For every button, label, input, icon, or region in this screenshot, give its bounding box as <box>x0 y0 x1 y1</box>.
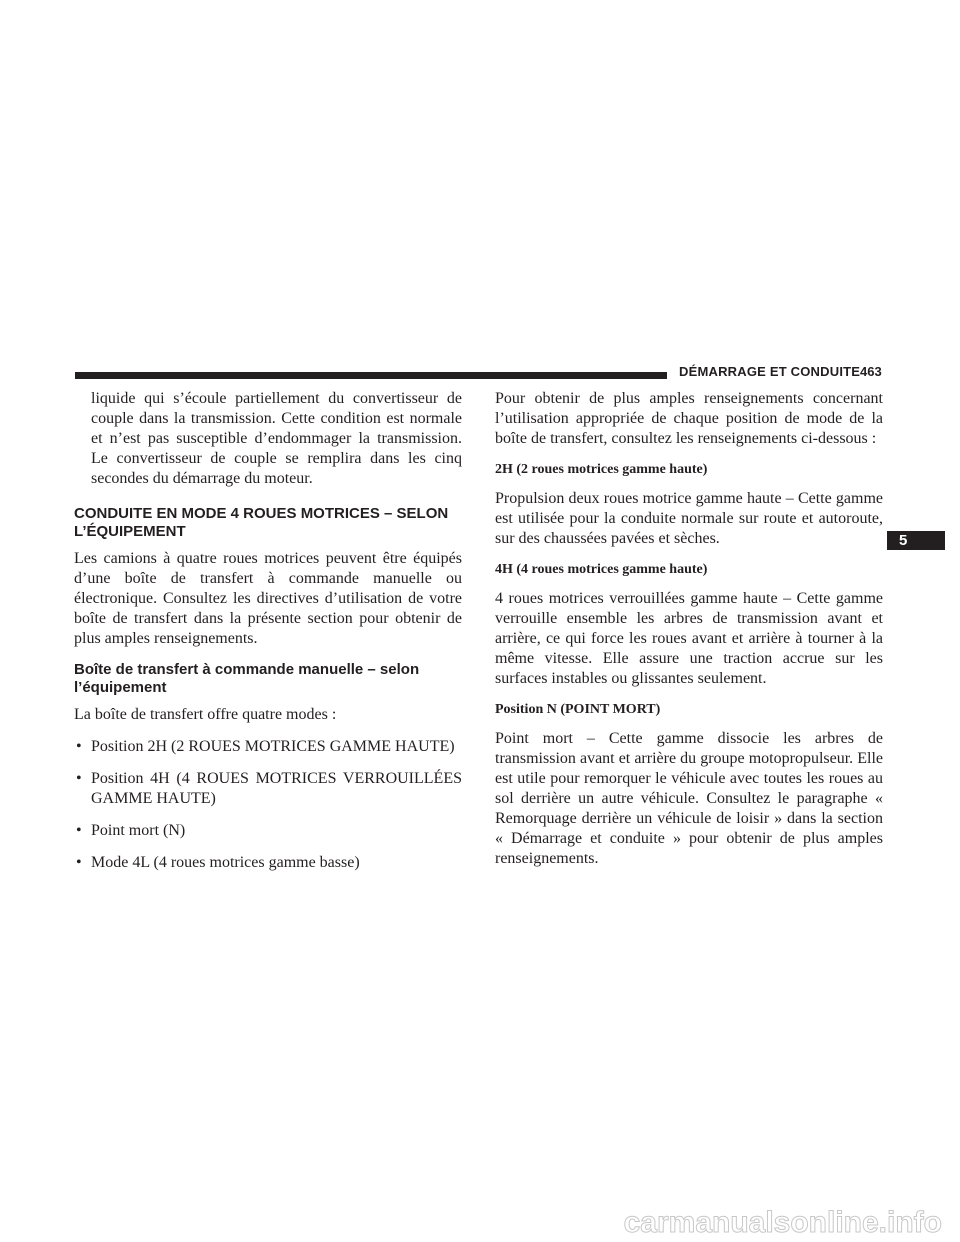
subsection-heading: Boîte de transfert à commande manuelle – selon l’équipement <box>74 661 420 696</box>
watermark: carmanualsonline.info <box>623 1206 942 1239</box>
list-item <box>74 821 462 841</box>
mode-heading-neutral: Position N (POINT MORT) <box>495 702 661 717</box>
mode-text-neutral: Point mort – Cette gamme dissocie les arbres de transmission avant et arrière du groupe motopropulseur. Elle est utile pour remorquer le véhicule avec toutes les roues au sol derrière un autre véhicule. Consultez le paragraphe « Remorquage derrière un véhicule de loisir » dans la section « Démarrage et conduite » pour obtenir de plus amples renseignements. <box>495 730 883 867</box>
intro-paragraph: Pour obtenir de plus amples renseignements concernant l’utilisation appropriée de chaque position de mode de la boîte de transfert, consultez les renseignements ci-dessous : <box>495 390 883 447</box>
bullet-icon: • <box>76 770 82 787</box>
chapter-tab: 5 <box>887 531 945 550</box>
list-item-text: Point mort (N) <box>91 822 186 839</box>
mode-heading-2h: 2H (2 roues motrices gamme haute) <box>495 462 708 477</box>
continued-paragraph: liquide qui s’écoule partiellement du convertisseur de couple dans la transmission. Cette condition est normale et n’est pas susceptible d’endommager la transmission. Le convertisseur de couple se remplira dans les cinq secondes du démarrage du moteur. <box>91 390 462 487</box>
list-item <box>74 737 462 757</box>
bullet-icon: • <box>76 854 82 871</box>
section-heading: CONDUITE EN MODE 4 ROUES MOTRICES – SELON L’ÉQUIPEMENT <box>74 505 449 540</box>
page-number: 463 <box>860 364 882 379</box>
header-rule <box>75 372 667 379</box>
bullet-icon: • <box>76 738 82 755</box>
mode-heading-4h: 4H (4 roues motrices gamme haute) <box>495 562 708 577</box>
subsection-intro: La boîte de transfert offre quatre modes : <box>74 706 337 723</box>
list-item-text: Mode 4L (4 roues motrices gamme basse) <box>91 854 360 871</box>
right-column <box>495 389 883 881</box>
list-item <box>74 769 462 809</box>
list-item <box>74 853 462 873</box>
mode-text-4h: 4 roues motrices verrouillées gamme haute – Cette gamme verrouille ensemble les arbres de transmission avant et arrière, ce qui force les roues avant et arrière à tourner à la même vitesse. Elle assure une traction accrue sur les surfaces instables ou glissantes seulement. <box>495 590 883 687</box>
mode-text-2h: Propulsion deux roues motrice gamme haute – Cette gamme est utilisée pour la conduite normale sur route et autoroute, sur des chaussées pavées et sèches. <box>495 490 883 547</box>
bullet-icon: • <box>76 822 82 839</box>
list-item-text: Position 2H (2 ROUES MOTRICES GAMME HAUTE) <box>91 738 455 755</box>
list-item-text: Position 4H (4 ROUES MOTRICES VERROUILLÉES GAMME HAUTE) <box>91 770 462 807</box>
left-column <box>74 389 462 885</box>
section-paragraph: Les camions à quatre roues motrices peuvent être équipés d’une boîte de transfert à commande manuelle ou électronique. Consultez les directives d’utilisation de votre boîte de transfert dans la présente section pour obtenir de plus amples renseignements. <box>74 550 462 647</box>
running-header-title: DÉMARRAGE ET CONDUITE <box>679 364 861 379</box>
mode-list <box>74 737 462 873</box>
